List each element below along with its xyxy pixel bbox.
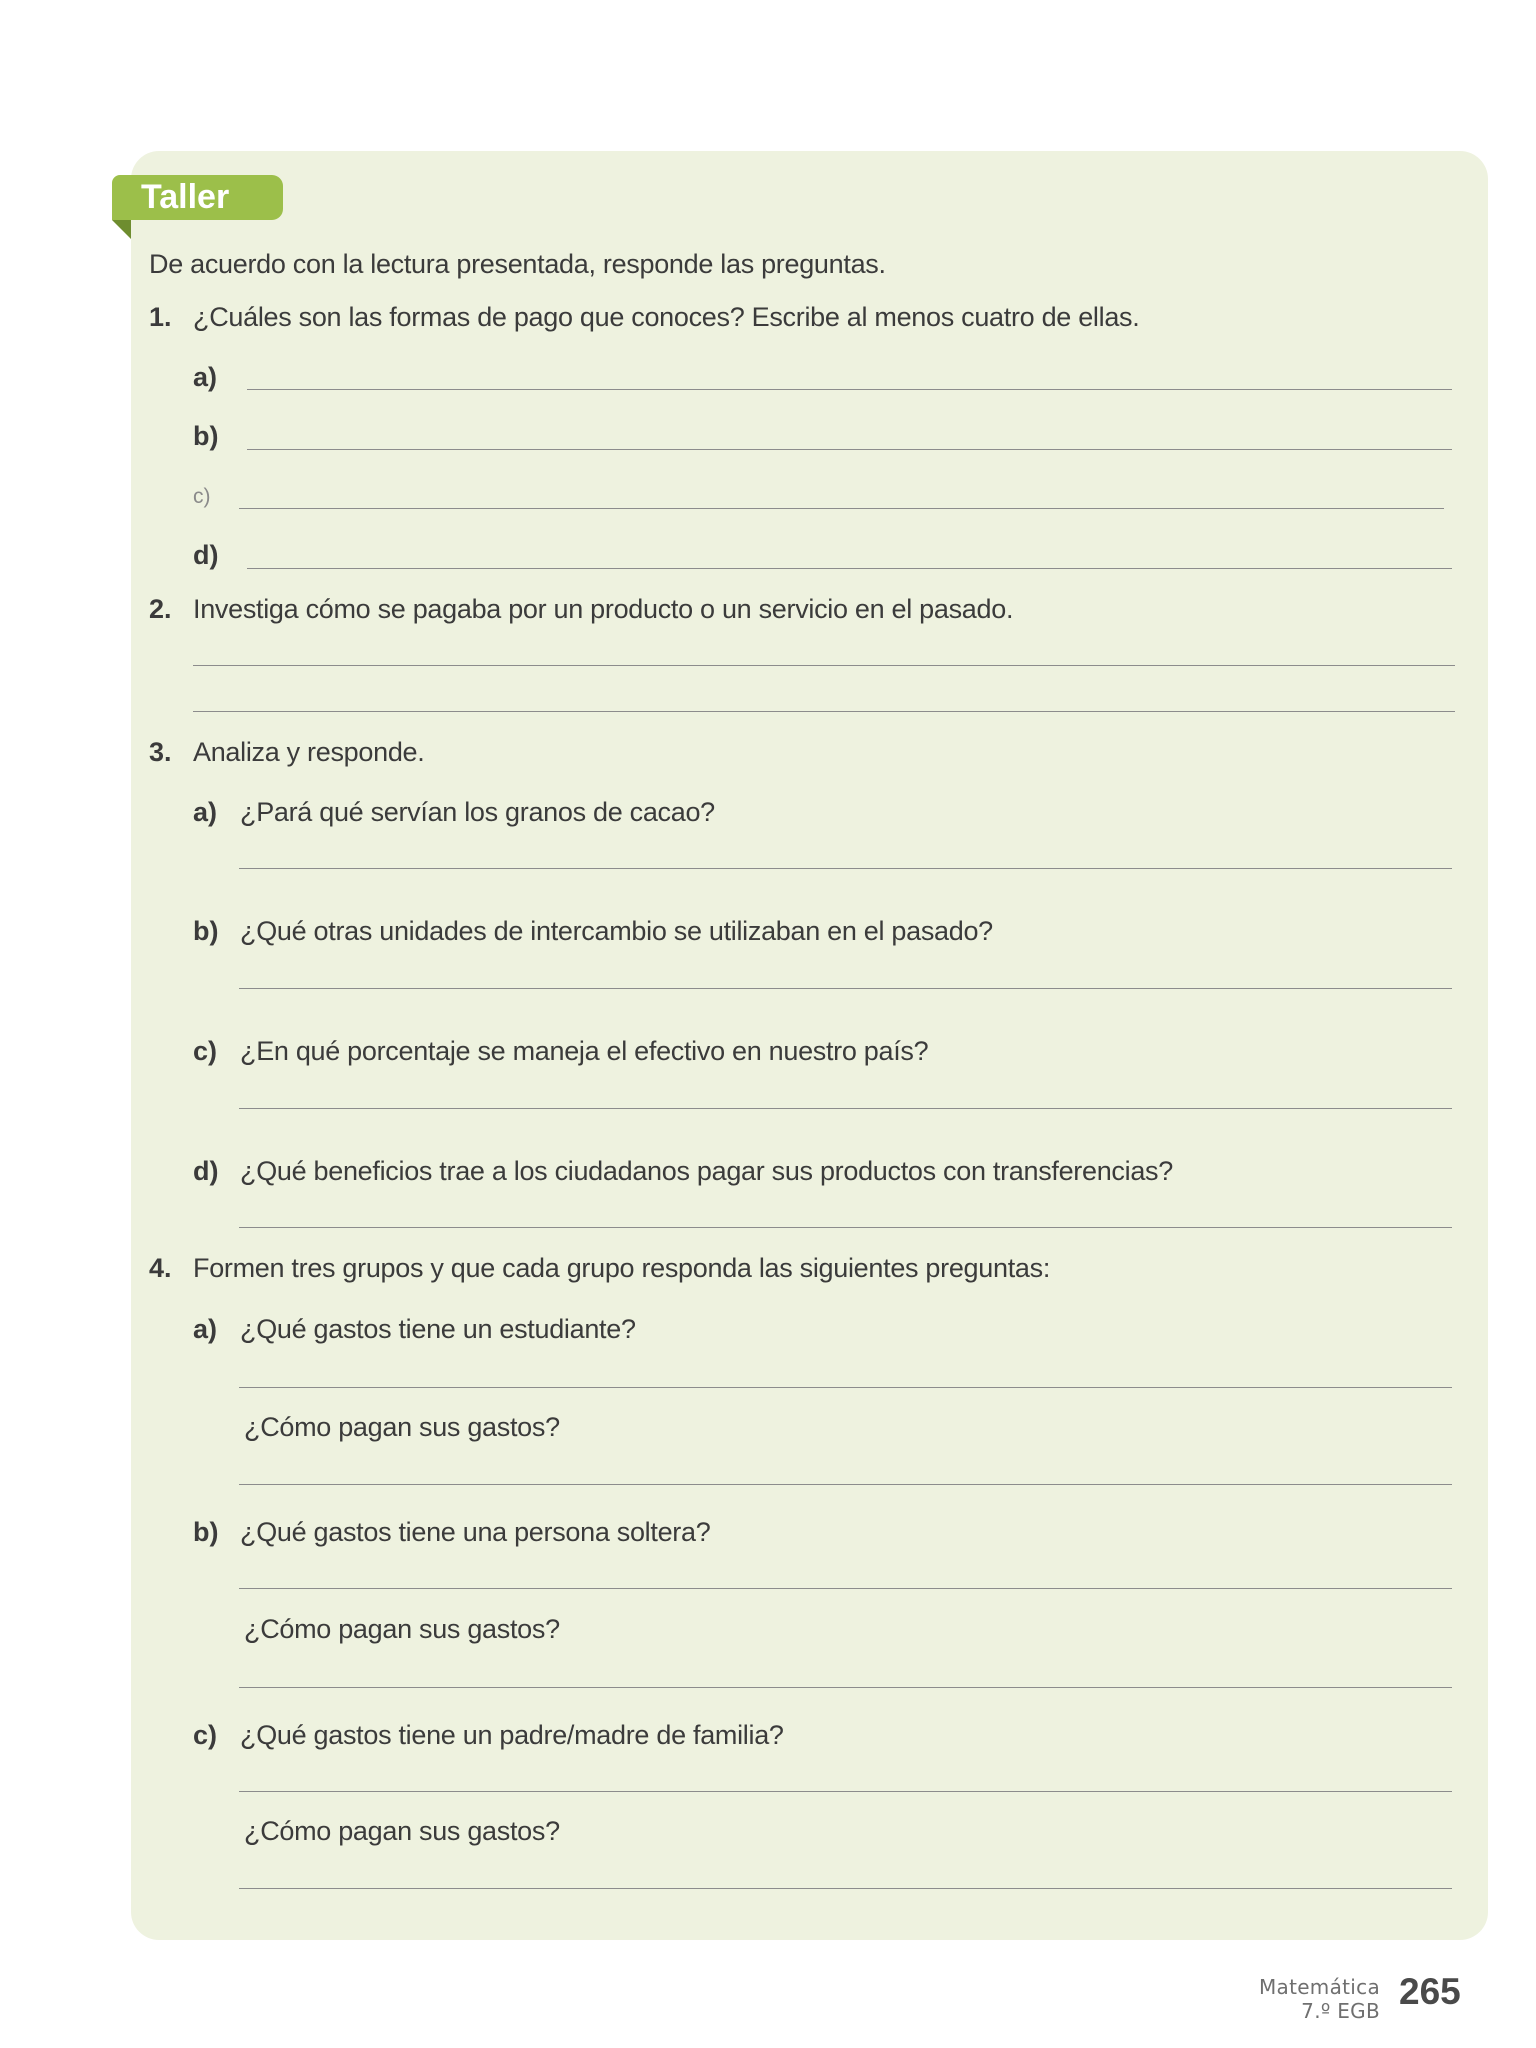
question-3-text: Analiza y responde. bbox=[193, 737, 425, 767]
question-1a-answer-line bbox=[247, 389, 1452, 390]
question-3c-text: ¿En qué porcentaje se maneja el efectivo en nuestro país? bbox=[240, 1036, 929, 1066]
question-2-number: 2. bbox=[149, 594, 172, 624]
question-4c-label: c) bbox=[193, 1720, 218, 1750]
question-4b-text: ¿Qué gastos tiene una persona soltera? bbox=[240, 1517, 711, 1547]
question-3a-label: a) bbox=[193, 797, 218, 827]
question-4-number: 4. bbox=[149, 1253, 172, 1283]
question-2-text: Investiga cómo se pagaba por un producto o un servicio en el pasado. bbox=[193, 594, 1014, 624]
question-3a-text: ¿Pará qué servían los granos de cacao? bbox=[240, 797, 715, 827]
workshop-tab bbox=[112, 175, 283, 220]
question-4a-follow-up-answer-line bbox=[239, 1484, 1452, 1485]
question-3a-answer-line bbox=[239, 868, 1452, 869]
question-1-text: ¿Cuáles son las formas de pago que conoces? Escribe al menos cuatro de ellas. bbox=[193, 302, 1140, 332]
question-4a-follow-up: ¿Cómo pagan sus gastos? bbox=[244, 1412, 560, 1442]
question-4c-follow-up: ¿Cómo pagan sus gastos? bbox=[244, 1816, 560, 1846]
question-1c-label: c) bbox=[193, 485, 211, 508]
question-3b-answer-line bbox=[239, 988, 1452, 989]
question-3d-answer-line bbox=[239, 1227, 1452, 1228]
question-4b-follow-up: ¿Cómo pagan sus gastos? bbox=[244, 1614, 560, 1644]
footer-grade: 7.º EGB bbox=[1301, 1999, 1380, 2023]
question-1c-answer-line bbox=[239, 508, 1444, 509]
question-4a-text: ¿Qué gastos tiene un estudiante? bbox=[240, 1314, 636, 1344]
footer-subject: Matemática bbox=[1258, 1975, 1380, 1999]
question-4c-follow-up-answer-line bbox=[239, 1888, 1452, 1889]
question-2-answer-line-1 bbox=[193, 665, 1455, 666]
question-3b-text: ¿Qué otras unidades de intercambio se utilizaban en el pasado? bbox=[240, 916, 993, 946]
question-2-answer-line-2 bbox=[193, 711, 1455, 712]
intro-text: De acuerdo con la lectura presentada, responde las preguntas. bbox=[149, 249, 886, 279]
question-1d-label: d) bbox=[193, 540, 219, 570]
question-4-text: Formen tres grupos y que cada grupo responda las siguientes preguntas: bbox=[193, 1253, 1051, 1283]
question-4b-follow-up-answer-line bbox=[239, 1687, 1452, 1688]
question-3c-answer-line bbox=[239, 1108, 1452, 1109]
question-3-number: 3. bbox=[149, 737, 172, 767]
workshop-tab-fold bbox=[112, 220, 131, 239]
question-4b-answer-line bbox=[239, 1588, 1452, 1589]
question-3d-text: ¿Qué beneficios trae a los ciudadanos pagar sus productos con transferencias? bbox=[240, 1156, 1173, 1186]
question-4a-label: a) bbox=[193, 1314, 218, 1344]
question-4c-answer-line bbox=[239, 1791, 1452, 1792]
question-1b-label: b) bbox=[193, 421, 219, 451]
workshop-tab-label: Taller bbox=[141, 178, 230, 216]
question-1b-answer-line bbox=[247, 449, 1452, 450]
question-3d-label: d) bbox=[193, 1156, 219, 1186]
question-1d-answer-line bbox=[247, 568, 1452, 569]
question-4a-answer-line bbox=[239, 1387, 1452, 1388]
page-number: 265 bbox=[1399, 1971, 1461, 2012]
question-4b-label: b) bbox=[193, 1517, 219, 1547]
question-1-number: 1. bbox=[149, 302, 172, 332]
question-3b-label: b) bbox=[193, 916, 219, 946]
question-1a-label: a) bbox=[193, 362, 218, 392]
question-3c-label: c) bbox=[193, 1036, 218, 1066]
question-4c-text: ¿Qué gastos tiene un padre/madre de familia? bbox=[240, 1720, 784, 1750]
